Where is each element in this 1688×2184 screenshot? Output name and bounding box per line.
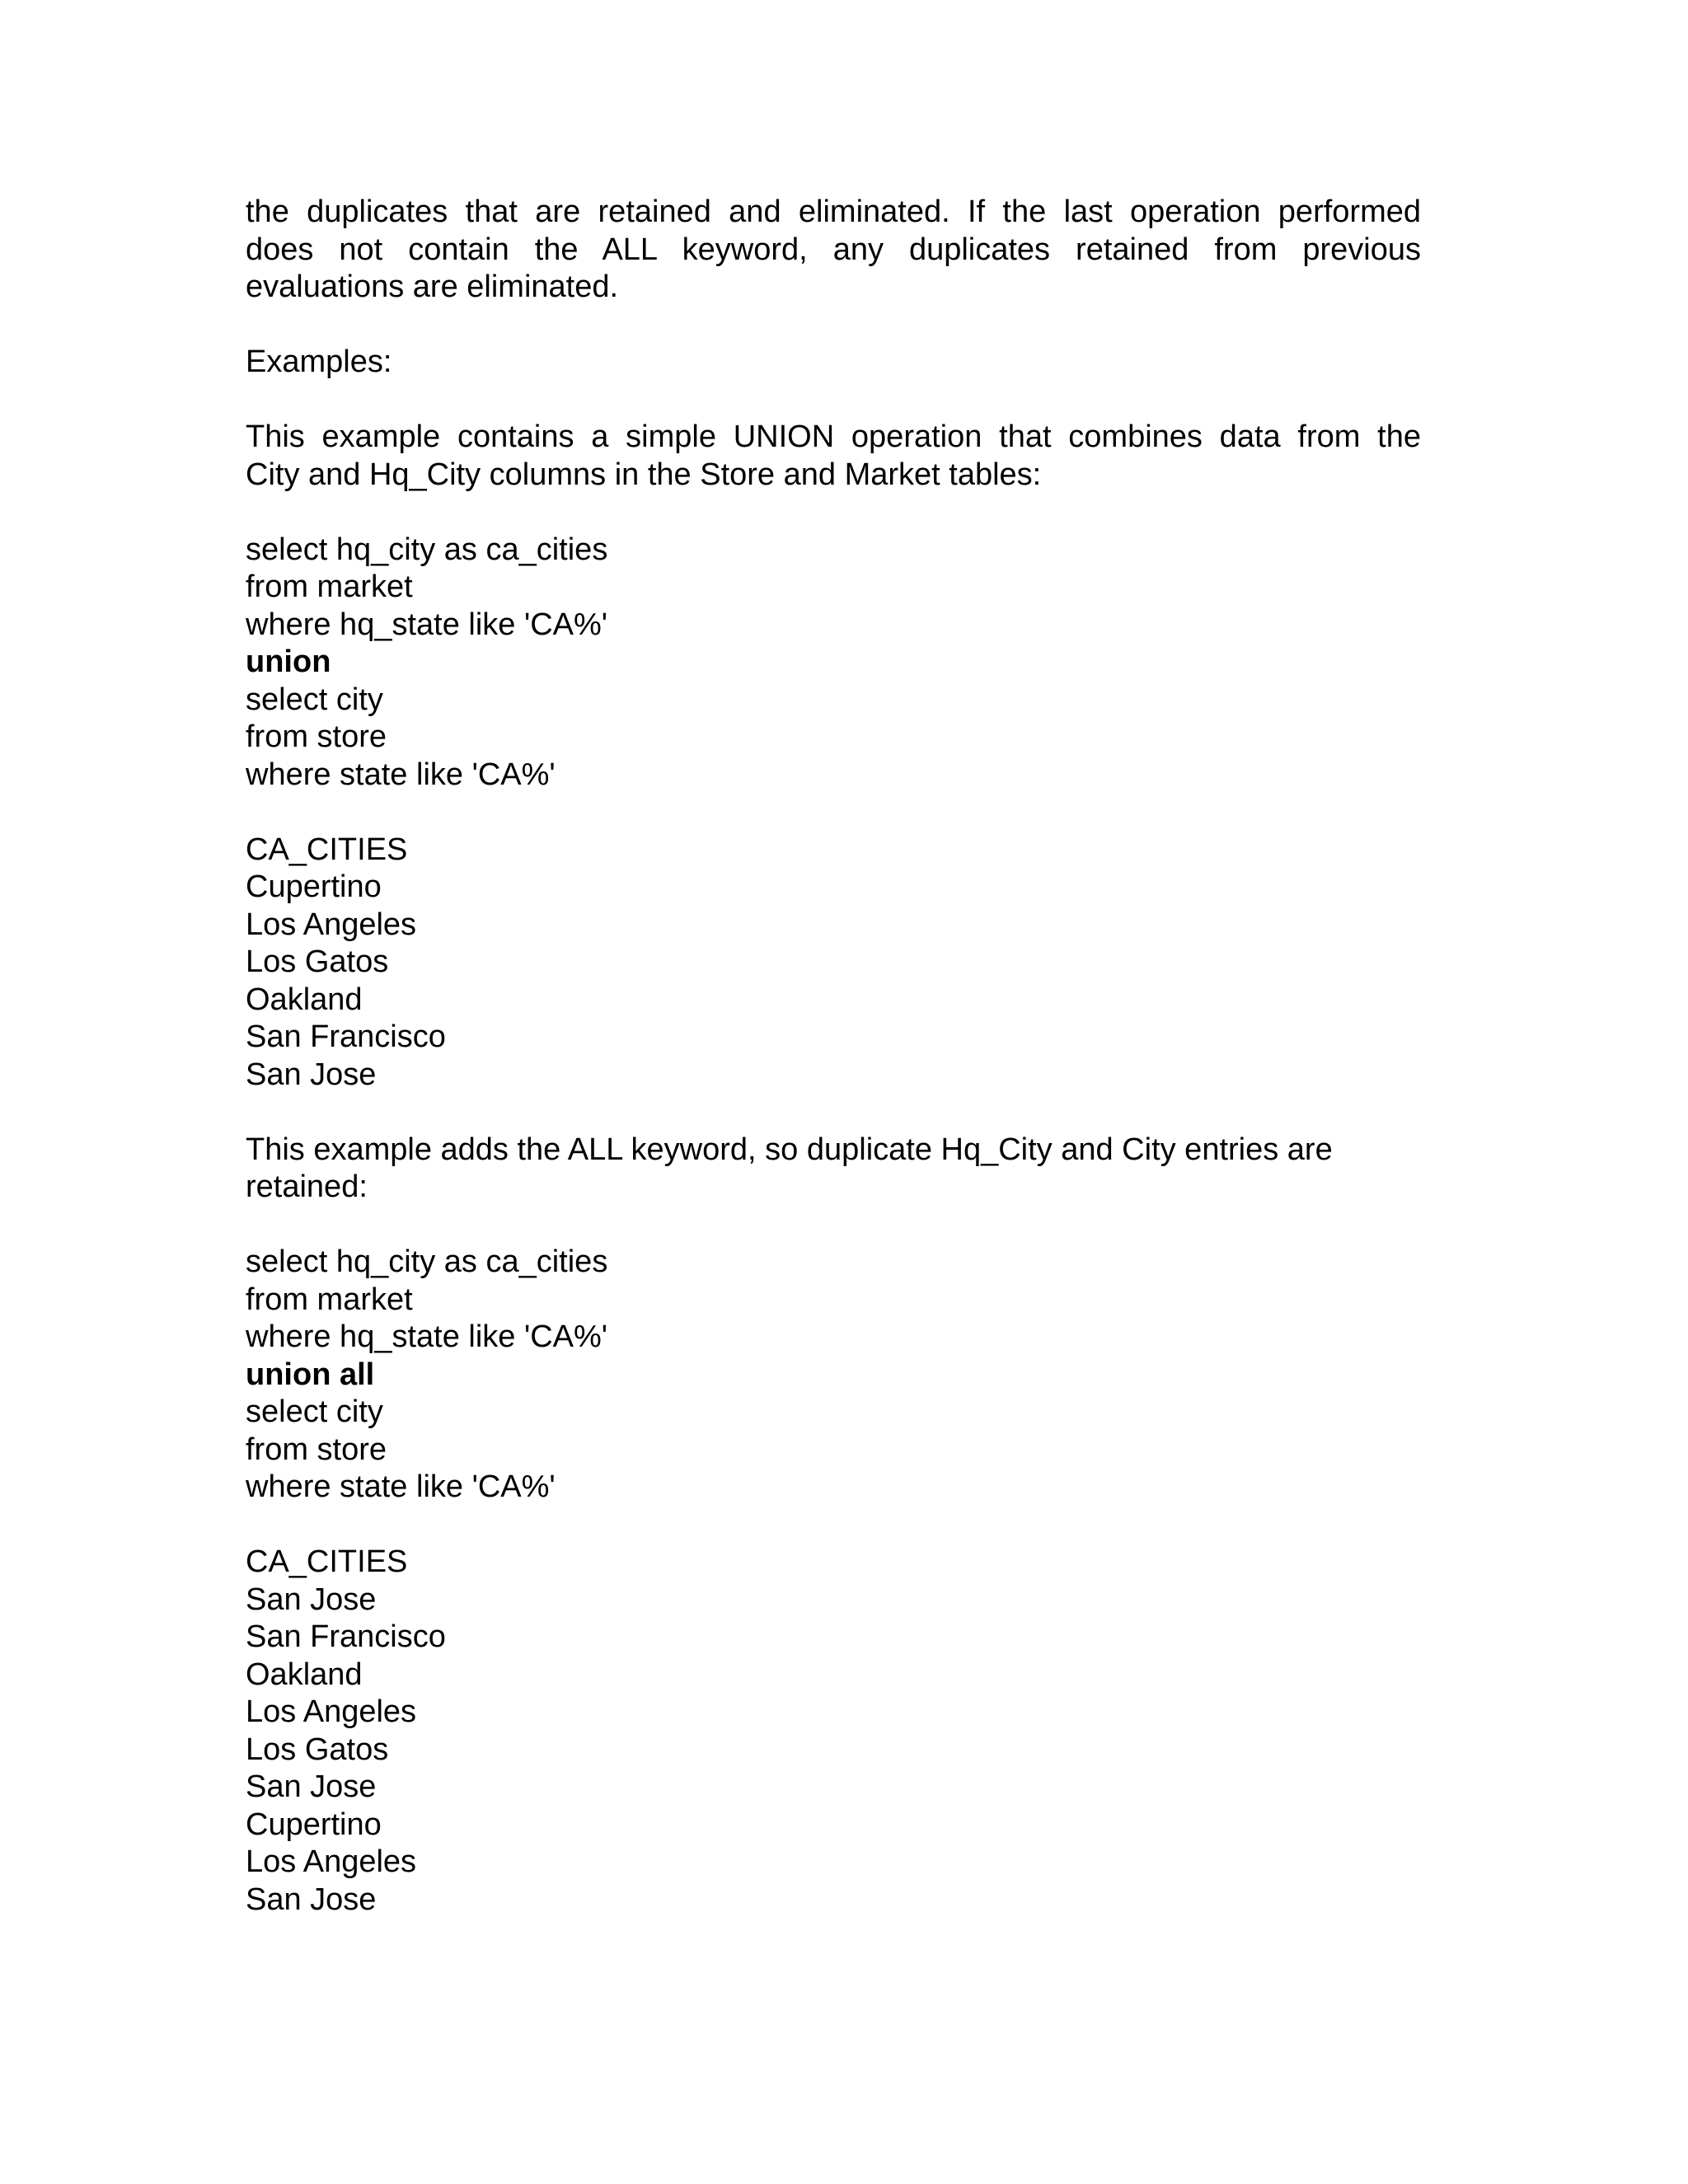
result-item: Los Angeles [246, 1844, 417, 1879]
document-page [246, 194, 1421, 1919]
example1-result-list [246, 832, 1421, 1094]
result-item: Cupertino [246, 869, 382, 904]
example2-description-line-2: retained: [246, 1169, 368, 1204]
result-item: Oakland [246, 1657, 363, 1692]
sql-line: select city [246, 1394, 383, 1429]
result-item: Cupertino [246, 1807, 382, 1842]
sql-line: from store [246, 719, 387, 754]
sql-keyword-union-all: union all [246, 1357, 375, 1392]
result-item: Los Angeles [246, 907, 417, 942]
sql-line: where hq_state like 'CA%' [246, 1319, 608, 1354]
sql-line: where hq_state like 'CA%' [246, 607, 608, 642]
example1-description-line-2: City and Hq_City columns in the Store and Market tables: [246, 457, 1042, 492]
intro-line-2: does not contain the ALL keyword, any duplicates retained from previous [246, 232, 1421, 267]
example1-sql-code [246, 532, 1421, 794]
result-item: San Francisco [246, 1619, 446, 1654]
sql-line: where state like 'CA%' [246, 757, 556, 792]
sql-line: select hq_city as ca_cities [246, 1244, 608, 1279]
result-item: San Jose [246, 1769, 377, 1804]
result-item: Los Angeles [246, 1694, 417, 1729]
result-item: San Jose [246, 1057, 377, 1092]
sql-line: from market [246, 569, 413, 604]
sql-line: from market [246, 1282, 413, 1317]
result-item: San Jose [246, 1882, 377, 1917]
result-item: Los Gatos [246, 944, 389, 979]
sql-line: select city [246, 682, 383, 717]
result-item: Oakland [246, 982, 363, 1017]
intro-line-3: evaluations are eliminated. [246, 269, 619, 304]
example2-sql-code [246, 1244, 1421, 1507]
sql-line: select hq_city as ca_cities [246, 532, 608, 567]
sql-keyword-union: union [246, 644, 331, 679]
examples-heading: Examples: [246, 344, 392, 379]
sql-line: from store [246, 1432, 387, 1467]
result-header: CA_CITIES [246, 832, 408, 867]
example1-description-line-1: This example contains a simple UNION operation that combines data from the [246, 419, 1421, 454]
result-item: San Francisco [246, 1019, 446, 1054]
example2-description-line-1: This example adds the ALL keyword, so duplicate Hq_City and City entries are [246, 1132, 1333, 1167]
result-header: CA_CITIES [246, 1544, 408, 1579]
intro-line-1: the duplicates that are retained and eliminated. If the last operation performed [246, 194, 1421, 229]
result-item: Los Gatos [246, 1732, 389, 1767]
sql-line: where state like 'CA%' [246, 1469, 556, 1504]
result-item: San Jose [246, 1582, 377, 1617]
example2-result-list [246, 1544, 1421, 1919]
